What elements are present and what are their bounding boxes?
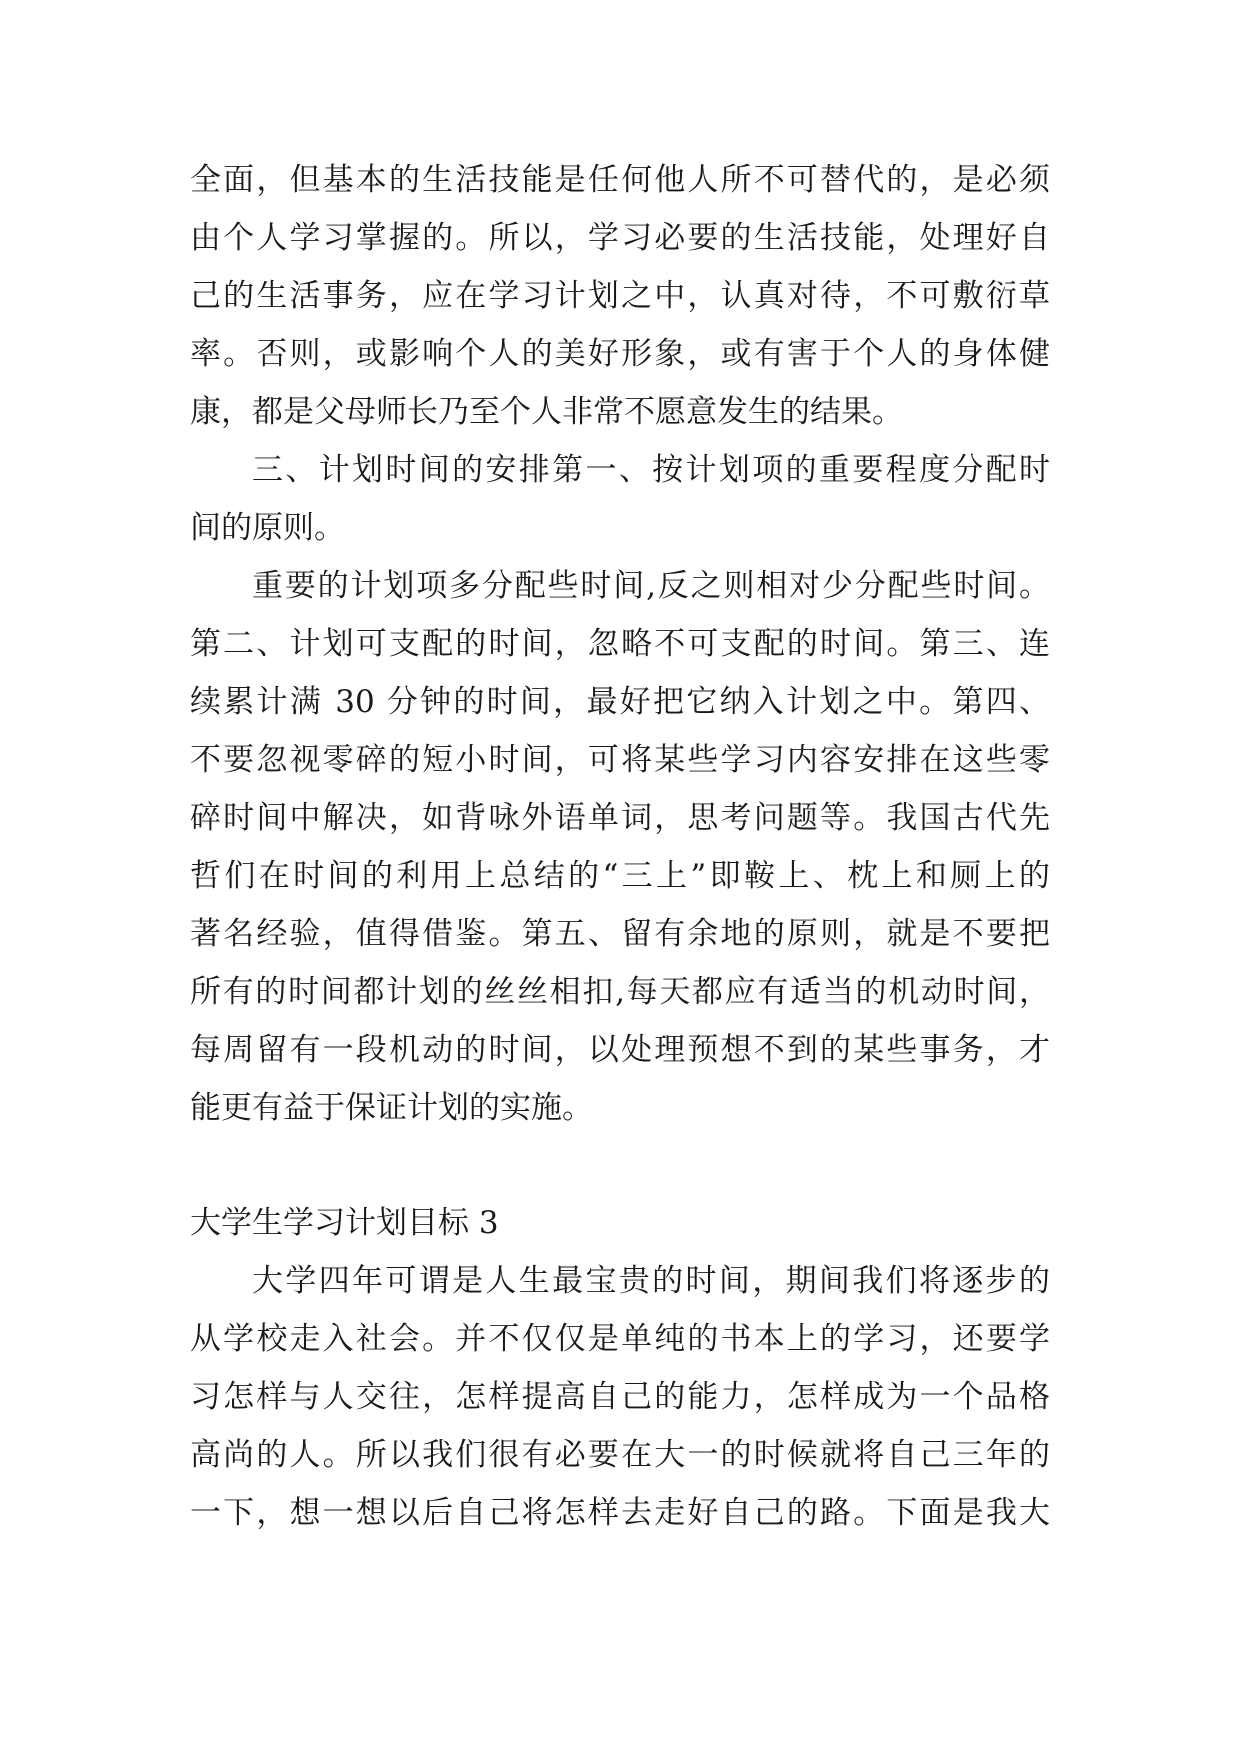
paragraph-line: 己的生活事务，应在学习计划之中，认真对待，不可敷衍草: [190, 278, 1050, 314]
paragraph-line: 全面，但基本的生活技能是任何他人所不可替代的，是必须: [190, 162, 1050, 198]
paragraph-line: 康，都是父母师长乃至个人非常不愿意发生的结果。: [190, 394, 903, 430]
paragraph-line: 哲们在时间的利用上总结的“三上”即鞍上、枕上和厕上的: [190, 858, 1050, 894]
paragraph-line: 著名经验，值得借鉴。第五、留有余地的原则，就是不要把: [190, 916, 1050, 952]
paragraph-line: 习怎样与人交往，怎样提高自己的能力，怎样成为一个品格: [190, 1379, 1050, 1415]
paragraph-line: 碎时间中解决，如背咏外语单词，思考问题等。我国古代先: [190, 800, 1050, 836]
paragraph-line: 高尚的人。所以我们很有必要在大一的时候就将自己三年的: [190, 1437, 1050, 1473]
paragraph-line: 续累计满 30 分钟的时间，最好把它纳入计划之中。第四、: [190, 684, 1050, 720]
paragraph-line: 从学校走入社会。并不仅仅是单纯的书本上的学习，还要学: [190, 1321, 1050, 1357]
paragraph-line: 第二、计划可支配的时间，忽略不可支配的时间。第三、连: [190, 626, 1050, 662]
paragraph-line: 不要忽视零碎的短小时间，可将某些学习内容安排在这些零: [190, 742, 1050, 778]
paragraph-line: 大学四年可谓是人生最宝贵的时间，期间我们将逐步的: [252, 1263, 1050, 1299]
paragraph-line: 所有的时间都计划的丝丝相扣,每天都应有适当的机动时间，: [190, 974, 1050, 1010]
paragraph-line: 率。否则，或影响个人的美好形象，或有害于个人的身体健: [190, 336, 1050, 372]
paragraph-line: 重要的计划项多分配些时间,反之则相对少分配些时间。: [252, 568, 1050, 604]
paragraph-line: 间的原则。: [190, 510, 345, 546]
paragraph-line: 由个人学习掌握的。所以，学习必要的生活技能，处理好自: [190, 220, 1050, 256]
paragraph-line: 每周留有一段机动的时间，以处理预想不到的某些事务，才: [190, 1032, 1050, 1068]
paragraph-line: 能更有益于保证计划的实施。: [190, 1090, 593, 1126]
paragraph-line: 三、计划时间的安排第一、按计划项的重要程度分配时: [252, 452, 1050, 488]
section-heading: 大学生学习计划目标 3: [190, 1205, 499, 1241]
paragraph-line: 一下，想一想以后自己将怎样去走好自己的路。下面是我大: [190, 1495, 1050, 1531]
